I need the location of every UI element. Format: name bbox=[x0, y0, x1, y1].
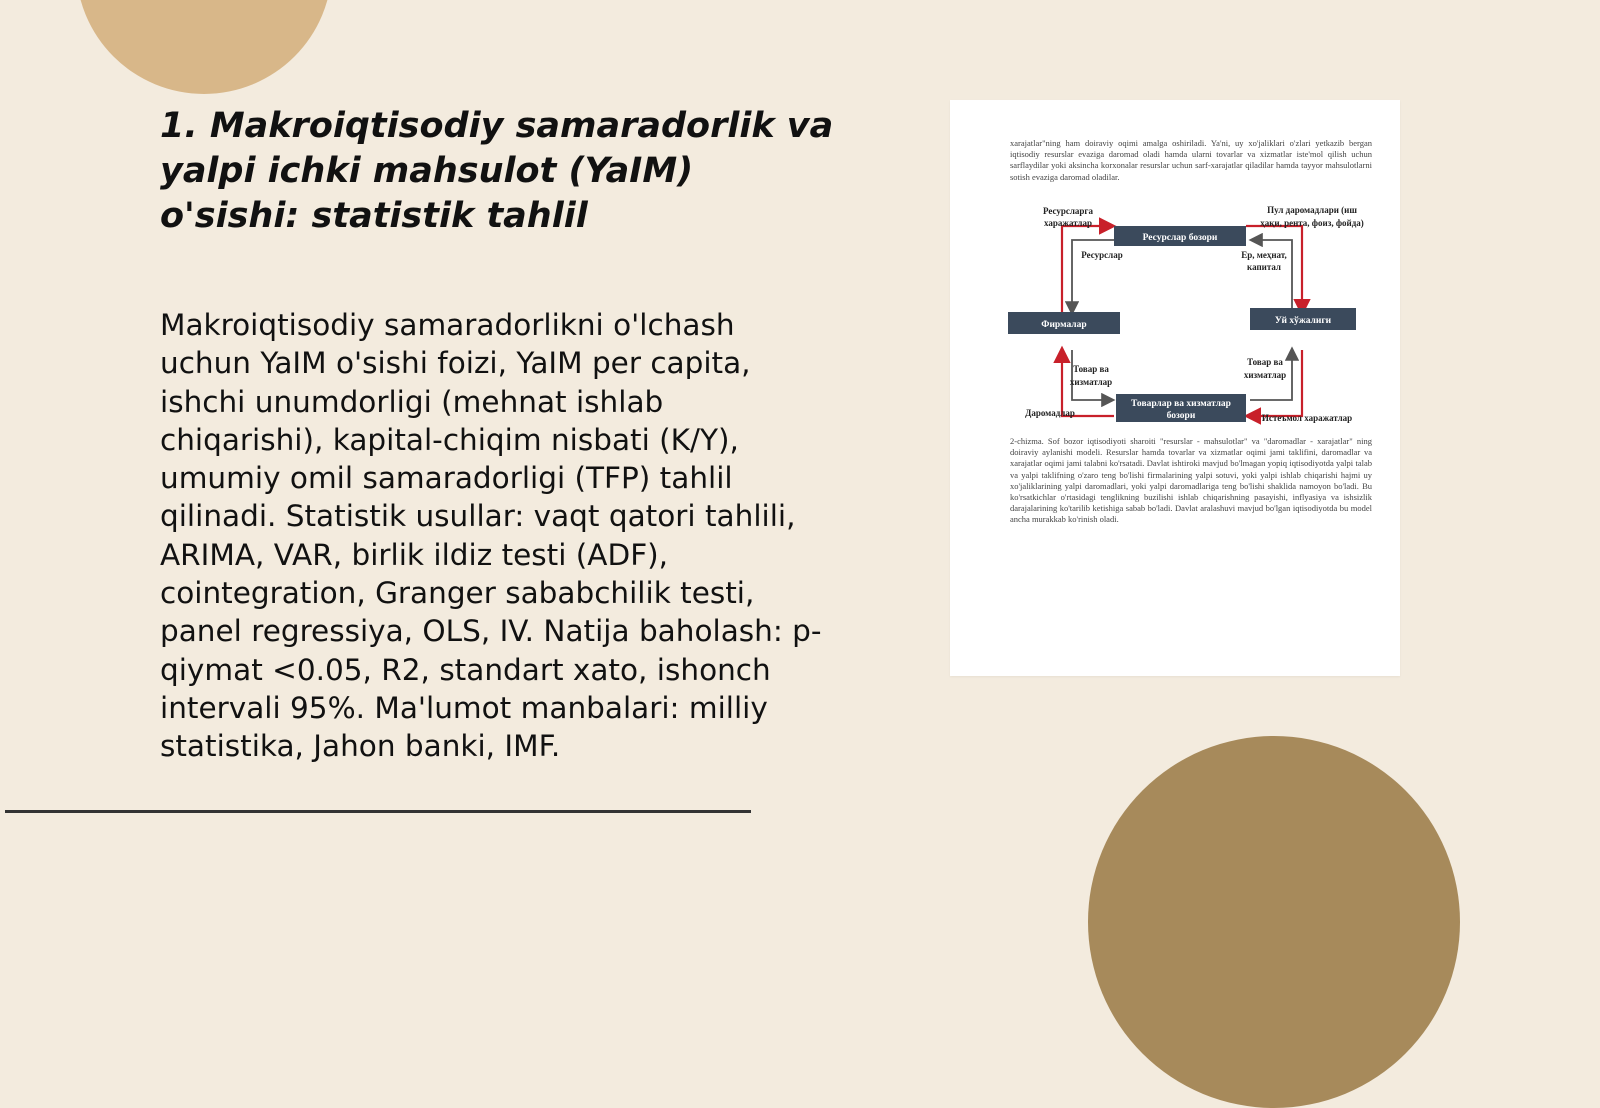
arrow-goods-left bbox=[1069, 350, 1113, 400]
label-revenues: Даромадлар bbox=[1025, 408, 1075, 418]
document-intro-paragraph: xarajatlar"ning ham doiraviy oqimi amalga oshiriladi. Ya'ni, uy xo'jaliklari o'zlari yetkazib bergan iqtisodiy resurslar evaziga daromad oladi hamda ularni tovarlar va xizmatlar iste'mol qilish uchun sarflaydilar yoki aksincha korxonalar resurslar uchun sarf-xarajatlar qiladilar hamda tayyor mahsulotlarni sotish evaziga daromad oladilar. bbox=[1010, 138, 1372, 182]
divider-line bbox=[5, 810, 751, 813]
slide-title: 1. Makroiqtisodiy samaradorlik va yalpi ichki mahsulot (YaIM) o'sishi: statistik tahlil bbox=[160, 106, 834, 236]
label-goods-right-2: хизматлар bbox=[1243, 370, 1287, 380]
document-caption-paragraph: 2-chizma. Sof bozor iqtisodiyoti sharoiti "resurslar - mahsulotlar" va "daromadlar - xarajatlar" ning doiraviy aylanishi modeli. Resurslar hamda tovarlar va xizmatlar oqimi jami taklifini, daromadlar va xarajatlar oqimi jami talabni ko'rsatadi. Davlat ishtiroki mavjud bo'lmagan yopiq iqtisodiyotda yalpi talab va yalpi taklifning o'zaro teng bo'lishi firmalarining yalpi sotuvi, yoki yalpi ishlab chiqarishi hajmi uy xo'jaliklarining yalpi daromadlari, yoki yalpi daromadlariga teng bo'lishi shaklida namoyon bo'ladi. Bu ko'rsatkichlar o'rtasidagi tenglikning buzilishi ishlab chiqarishning pasayishi, inflyasiya va ishsizlik darajalarining ko'tarilib ketishiga sabab bo'ladi. Davlat aralashuvi mavjud bo'lgan iqtisodiyotda bu model ancha murakkab ko'rinish oladi. bbox=[1010, 436, 1372, 525]
label-resources: Ресурслар bbox=[1081, 250, 1123, 260]
circular-flow-diagram bbox=[950, 200, 1400, 440]
label-resource-spending-1: Ресурсларга bbox=[1042, 206, 1094, 216]
node-goods-market-line1: Товарлар ва хизматлар bbox=[1131, 399, 1231, 409]
decorative-circle-top bbox=[76, 0, 332, 94]
label-land-labor-1: Ер, меҳнат, bbox=[1241, 250, 1287, 260]
label-land-labor-2: капитал bbox=[1247, 262, 1281, 272]
label-money-income-1: Пул даромадлари (иш bbox=[1267, 205, 1357, 215]
node-households: Уй хўжалиги bbox=[1274, 316, 1332, 326]
node-firms: Фирмалар bbox=[1041, 320, 1087, 330]
decorative-circle-bottom bbox=[1088, 736, 1460, 1108]
label-goods-left-2: хизматлар bbox=[1069, 377, 1113, 387]
label-money-income-2: ҳақи, рента, фоиз, фойда) bbox=[1260, 218, 1364, 228]
label-goods-left-1: Товар ва bbox=[1073, 364, 1109, 374]
document-image bbox=[950, 100, 1400, 676]
label-goods-right-1: Товар ва bbox=[1247, 357, 1283, 367]
label-resource-spending-2: харажатлар bbox=[1044, 218, 1092, 228]
slide-body-text: Makroiqtisodiy samaradorlikni o'lchash uchun YaIM o'sishi foizi, YaIM per capita, ishchi unumdorligi (mehnat ishlab chiqarishi), kapital-chiqim nisbati (K/Y), umumiy omil samaradorligi (TFP) tahlil qilinadi. Statistik usullar: vaqt qatori tahlili, ARIMA, VAR, birlik ildiz testi (ADF), cointegration, Granger sababchilik testi, panel regressiya, OLS, IV. Natija baholash: p-qiymat <0.05, R2, standart xato, ishonch intervali 95%. Ma'lumot manbalari: milliy statistika, Jahon banki, IMF. bbox=[160, 308, 822, 764]
node-resource-market: Ресурслар бозори bbox=[1142, 233, 1218, 243]
label-consumer-spending: Истеъмол харажатлар bbox=[1261, 413, 1353, 423]
node-goods-market-line2: бозори bbox=[1166, 411, 1196, 421]
